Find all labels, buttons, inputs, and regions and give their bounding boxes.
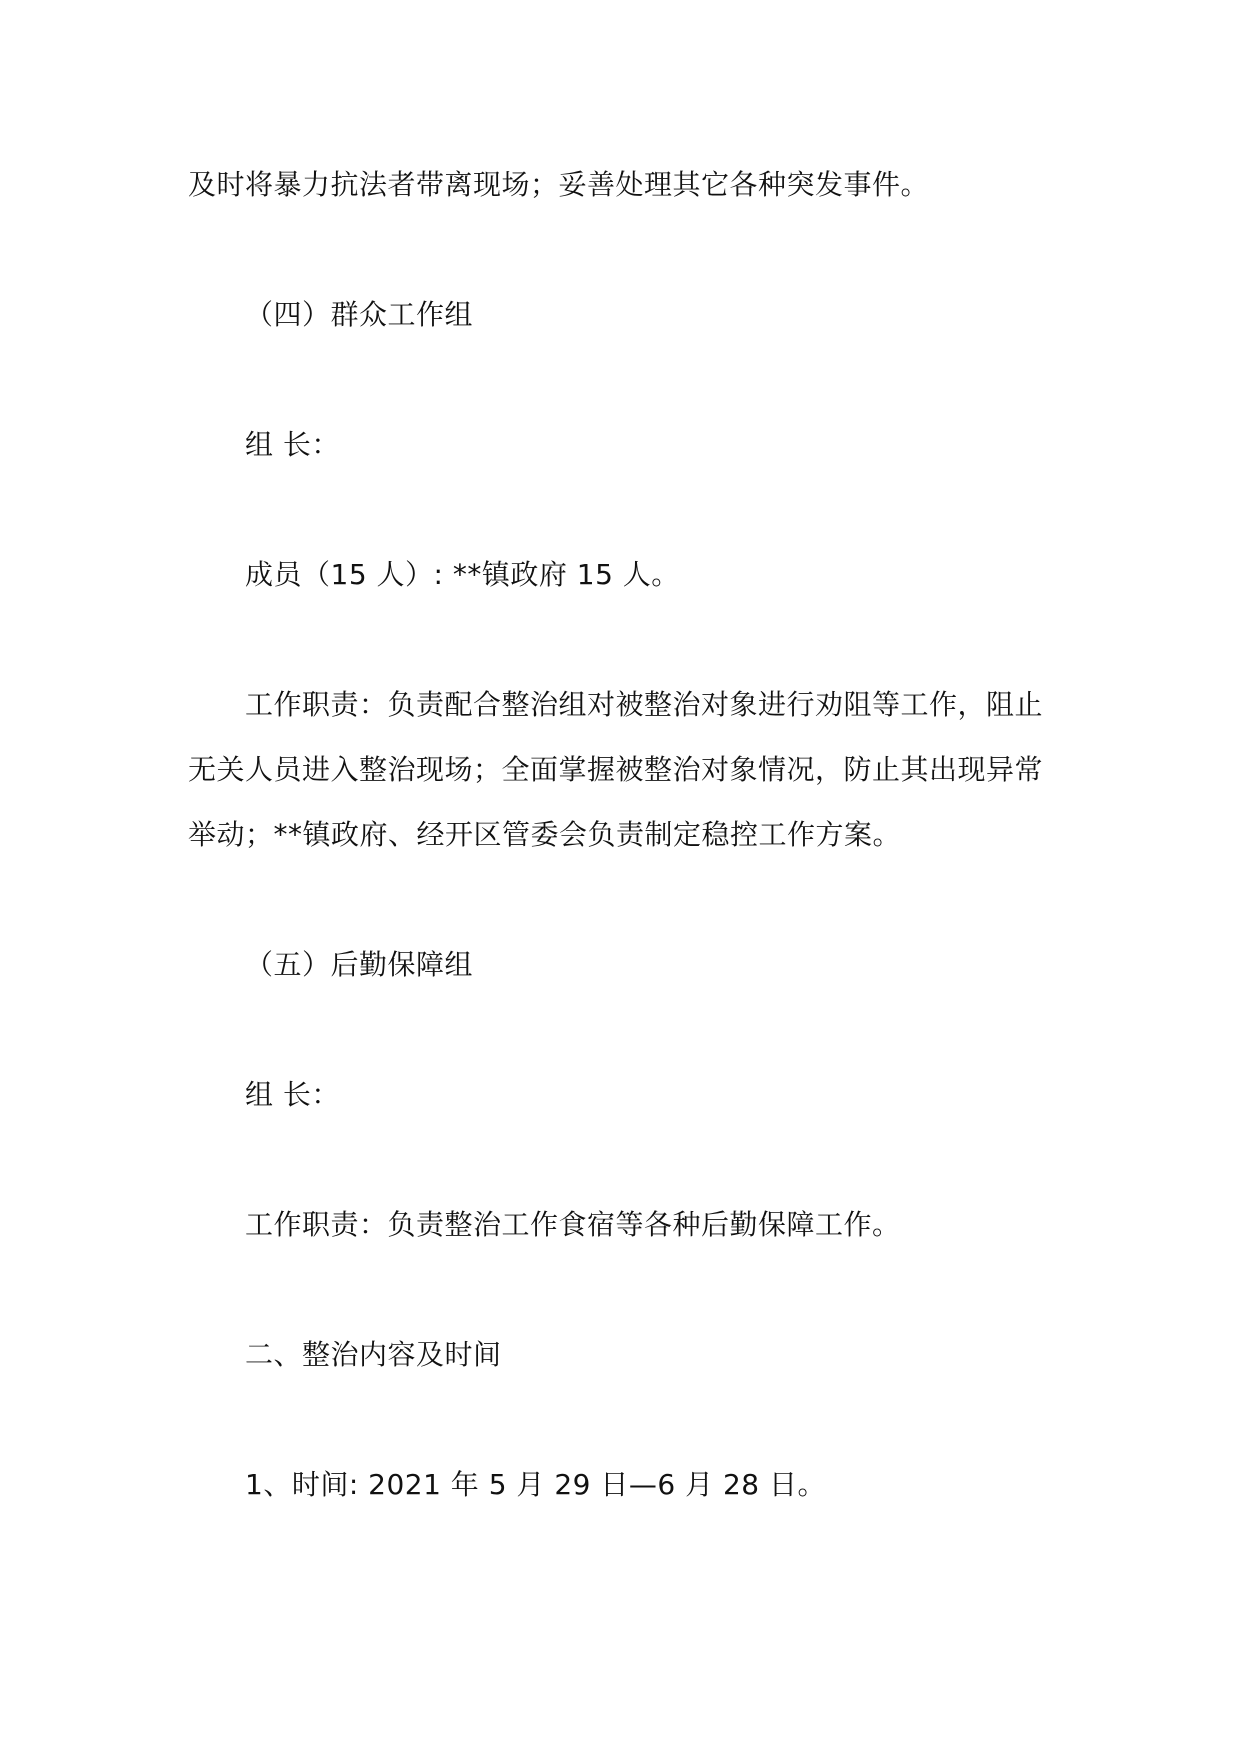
duties-line: 工作职责：负责整治工作食宿等各种后勤保障工作。 — [245, 1208, 901, 1241]
section-heading-logistics-group: （五）后勤保障组 — [245, 948, 474, 981]
members-line: 成员（15 人）: **镇政府 15 人。 — [245, 558, 680, 591]
paragraph-line: 及时将暴力抗法者带离现场；妥善处理其它各种突发事件。 — [188, 168, 930, 201]
group-leader-label: 组 长： — [245, 428, 340, 461]
duties-line: 无关人员进入整治现场；全面掌握被整治对象情况，防止其出现异常 — [188, 753, 1044, 786]
section-heading-content-and-time: 二、整治内容及时间 — [245, 1338, 502, 1371]
duties-line: 工作职责：负责配合整治组对被整治对象进行劝阻等工作，阻止 — [245, 688, 1044, 721]
time-line: 1、时间: 2021 年 5 月 29 日—6 月 28 日。 — [245, 1468, 826, 1501]
duties-line: 举动；**镇政府、经开区管委会负责制定稳控工作方案。 — [188, 818, 902, 851]
section-heading-crowd-work-group: （四）群众工作组 — [245, 298, 474, 331]
group-leader-label: 组 长： — [245, 1078, 340, 1111]
